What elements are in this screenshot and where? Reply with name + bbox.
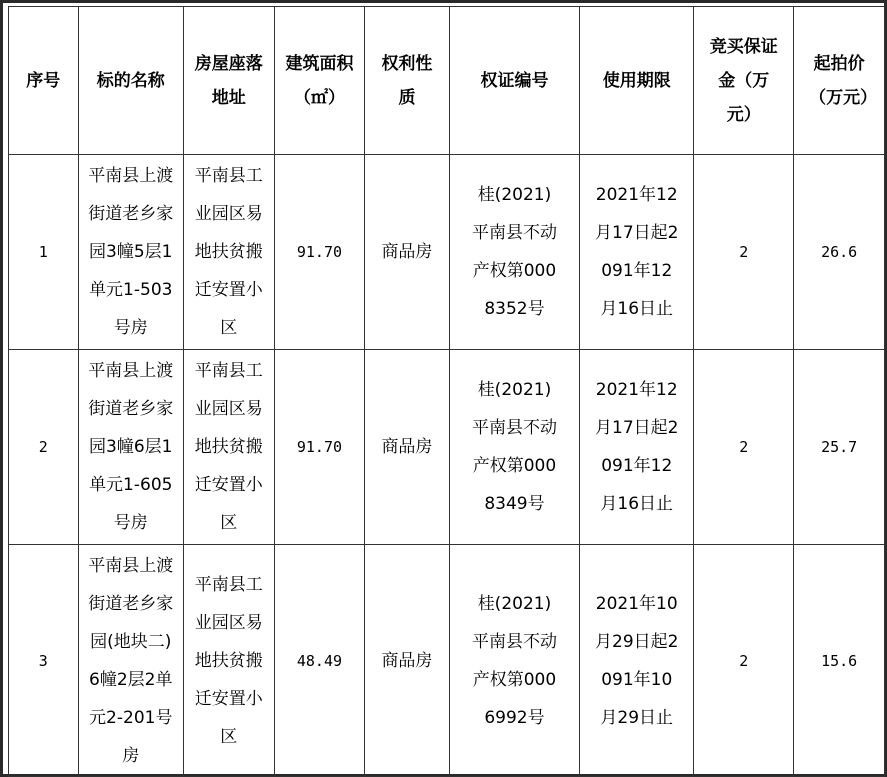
cell-area: 48.49 [274, 545, 365, 777]
header-right-type: 权利性质 [365, 7, 449, 155]
cell-address: 平南县工业园区易地扶贫搬迁安置小区 [183, 350, 274, 545]
table-header-row [9, 7, 885, 155]
cell-start-price: 25.7 [794, 350, 885, 545]
cell-cert-no: 桂(2021)平南县不动产权第0008349号 [449, 350, 580, 545]
cell-address: 平南县工业园区易地扶贫搬迁安置小区 [183, 155, 274, 350]
cell-area: 91.70 [274, 350, 365, 545]
header-start-price: 起拍价（万元） [794, 7, 885, 155]
table-row [9, 350, 885, 545]
cell-deposit: 2 [694, 155, 794, 350]
cell-no: 2 [9, 350, 79, 545]
header-name: 标的名称 [78, 7, 183, 155]
header-address: 房屋座落地址 [183, 7, 274, 155]
cell-right-type: 商品房 [365, 545, 449, 777]
cell-start-price: 15.6 [794, 545, 885, 777]
cell-term: 2021年12月17日起2091年12月16日止 [580, 350, 694, 545]
cell-address: 平南县工业园区易地扶贫搬迁安置小区 [183, 545, 274, 777]
header-cert-no: 权证编号 [449, 7, 580, 155]
cell-right-type: 商品房 [365, 350, 449, 545]
header-area: 建筑面积（㎡） [274, 7, 365, 155]
cell-right-type: 商品房 [365, 155, 449, 350]
cell-area: 91.70 [274, 155, 365, 350]
cell-name: 平南县上渡街道老乡家园3幢6层1单元1-605号房 [78, 350, 183, 545]
cell-no: 3 [9, 545, 79, 777]
table-row [9, 155, 885, 350]
cell-start-price: 26.6 [794, 155, 885, 350]
cell-cert-no: 桂(2021)平南县不动产权第0006992号 [449, 545, 580, 777]
cell-deposit: 2 [694, 350, 794, 545]
cell-name: 平南县上渡街道老乡家园3幢5层1单元1-503号房 [78, 155, 183, 350]
cell-cert-no: 桂(2021)平南县不动产权第0008352号 [449, 155, 580, 350]
table-row [9, 545, 885, 777]
header-deposit: 竞买保证金（万元） [694, 7, 794, 155]
header-no: 序号 [9, 7, 79, 155]
cell-term: 2021年12月17日起2091年12月16日止 [580, 155, 694, 350]
cell-term: 2021年10月29日起2091年10月29日止 [580, 545, 694, 777]
cell-no: 1 [9, 155, 79, 350]
cell-deposit: 2 [694, 545, 794, 777]
header-term: 使用期限 [580, 7, 694, 155]
auction-listing-table [8, 6, 885, 777]
cell-name: 平南县上渡街道老乡家园(地块二)6幢2层2单元2-201号房 [78, 545, 183, 777]
